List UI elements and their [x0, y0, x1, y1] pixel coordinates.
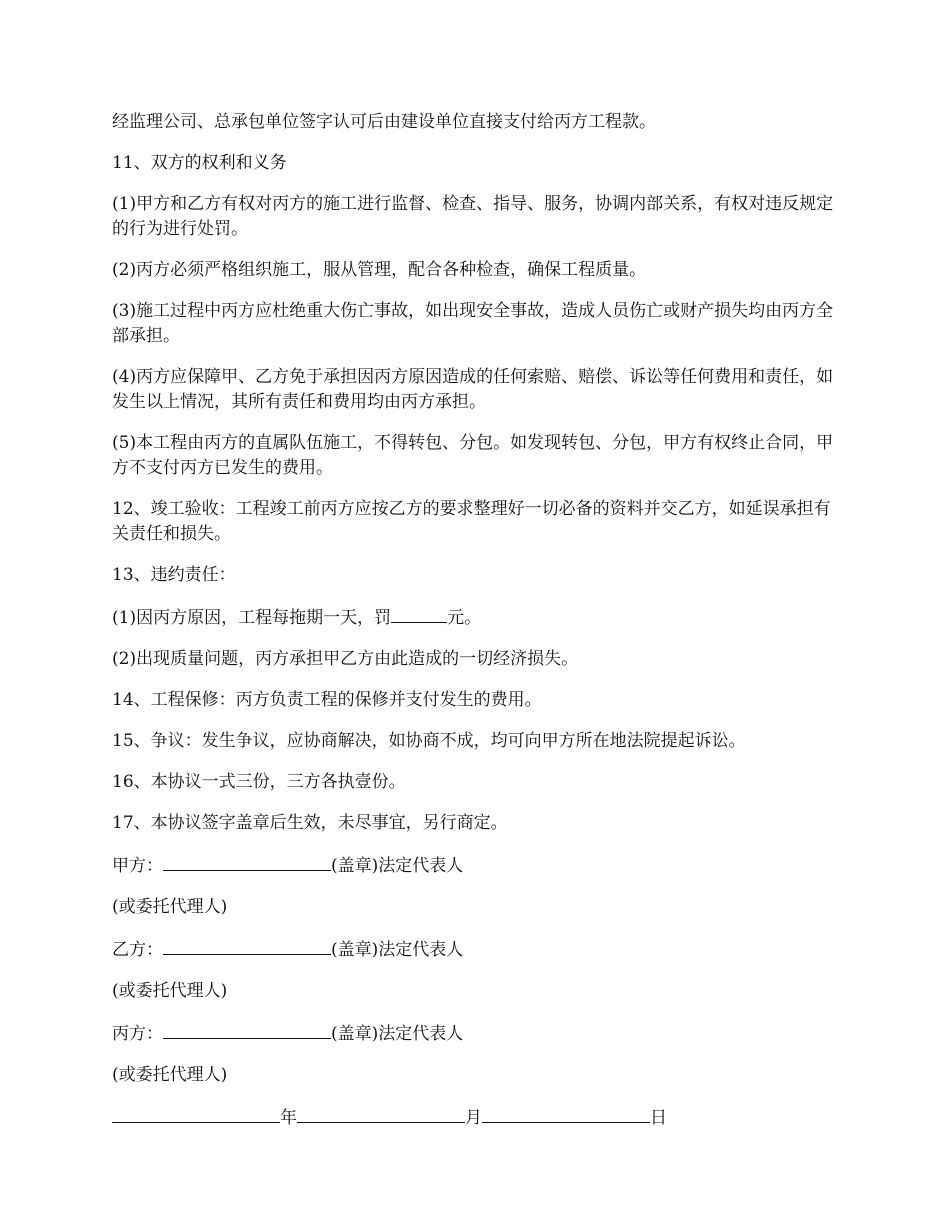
- agent-label: (或委托代理人): [112, 897, 228, 917]
- clause-dispute: 15、争议：发生争议，应协商解决，如协商不成，均可向甲方所在地法院提起诉讼。: [112, 731, 746, 751]
- signature-blank[interactable]: [163, 936, 331, 955]
- clause-quality-loss: (2)出现质量问题，丙方承担甲乙方由此造成的一切经济损失。: [112, 649, 579, 669]
- penalty-suffix: 元。: [447, 608, 482, 628]
- clause-organize-construction: (2)丙方必须严格组织施工，服从管理，配合各种检查，确保工程质量。: [112, 260, 647, 280]
- penalty-amount-blank[interactable]: [391, 604, 447, 623]
- clause-no-subcontract: (5)本工程由丙方的直属队伍施工，不得转包、分包。如发现转包、分包，甲方有权终止合同，甲方不支付丙方已发生的费用。: [112, 433, 834, 478]
- clause-warranty: 14、工程保修：丙方负责工程的保修并支付发生的费用。: [112, 690, 542, 710]
- year-label: 年: [280, 1108, 297, 1128]
- heading-rights-obligations: 11、双方的权利和义务: [112, 153, 287, 173]
- heading-liability: 13、违约责任：: [112, 565, 236, 585]
- penalty-prefix: (1)因丙方原因，工程每拖期一天，罚: [112, 608, 392, 628]
- seal-representative-label: (盖章)法定代表人: [331, 940, 464, 960]
- paragraph-payment-continued: 经监理公司、总承包单位签字认可后由建设单位直接支付给丙方工程款。: [112, 112, 656, 132]
- date-line: [112, 1104, 840, 1131]
- clause-completion-acceptance: 12、竣工验收：工程竣工前丙方应按乙方的要求整理好一切必备的资料并交乙方，如延误承担有关责任和损失。: [112, 499, 831, 544]
- document-body: [112, 110, 840, 1147]
- clause-copies: 16、本协议一式三份，三方各执壹份。: [112, 772, 406, 792]
- signature-party-b: [112, 936, 840, 963]
- clause-safety: (3)施工过程中丙方应杜绝重大伤亡事故，如出现安全事故，造成人员伤亡或财产损失均由丙方全部承担。: [112, 301, 834, 346]
- party-label: 丙方：: [112, 1024, 163, 1044]
- signature-blank[interactable]: [163, 1020, 331, 1039]
- party-label: 甲方：: [112, 856, 163, 876]
- month-label: 月: [465, 1108, 482, 1128]
- day-blank[interactable]: [482, 1104, 650, 1123]
- clause-delay-penalty: [112, 604, 840, 631]
- seal-representative-label: (盖章)法定代表人: [331, 1024, 464, 1044]
- seal-representative-label: (盖章)法定代表人: [331, 856, 464, 876]
- clause-effective: 17、本协议签字盖章后生效，未尽事宜，另行商定。: [112, 813, 508, 833]
- signature-party-c: [112, 1020, 840, 1047]
- clause-indemnity: (4)丙方应保障甲、乙方免于承担因丙方原因造成的任何索赔、赔偿、诉讼等任何费用和责任，如发生以上情况，其所有责任和费用均由丙方承担。: [112, 367, 834, 412]
- month-blank[interactable]: [297, 1104, 465, 1123]
- agent-label: (或委托代理人): [112, 981, 228, 1001]
- agent-label: (或委托代理人): [112, 1065, 228, 1085]
- year-blank[interactable]: [112, 1104, 280, 1123]
- signature-party-a: [112, 852, 840, 879]
- signature-blank[interactable]: [163, 852, 331, 871]
- clause-supervision: (1)甲方和乙方有权对丙方的施工进行监督、检查、指导、服务，协调内部关系，有权对违反规定的行为进行处罚。: [112, 194, 834, 239]
- day-label: 日: [650, 1108, 667, 1128]
- party-label: 乙方：: [112, 940, 163, 960]
